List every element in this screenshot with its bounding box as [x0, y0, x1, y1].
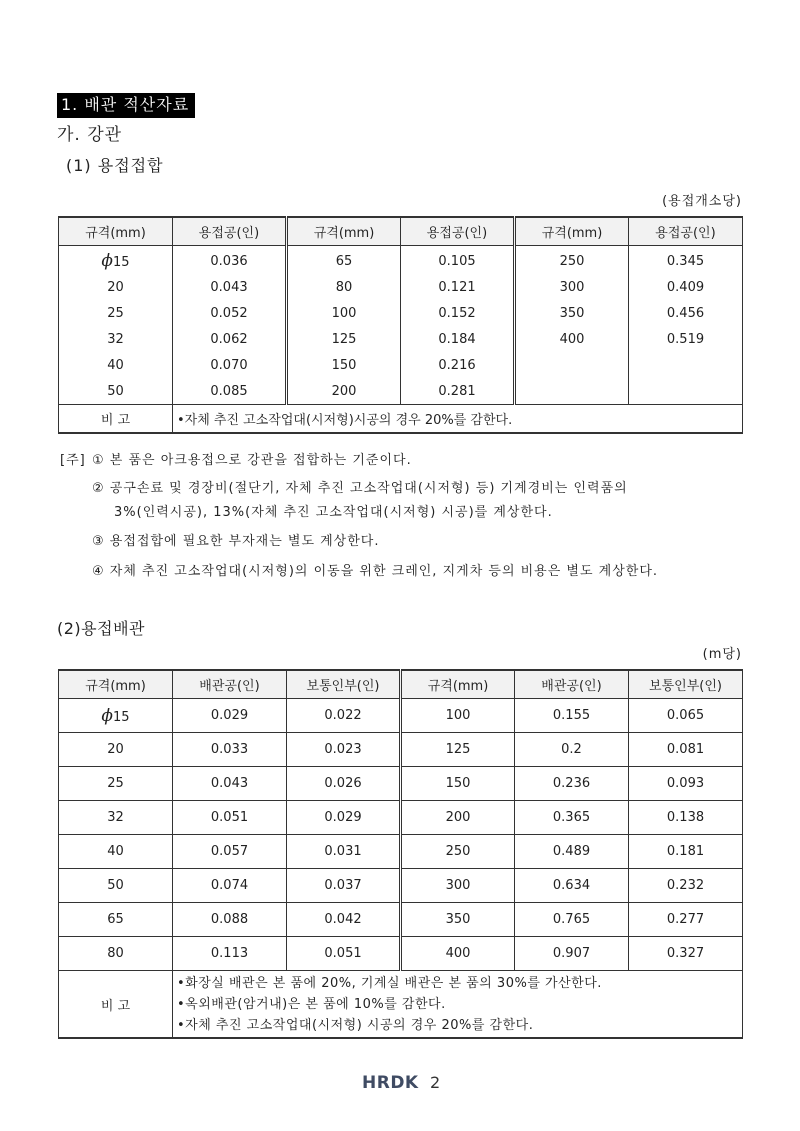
header-cell: 보통인부(인) [287, 670, 401, 699]
table-cell: 0.121 [401, 274, 515, 300]
table-cell: 0.409 [629, 274, 743, 300]
table-cell [629, 378, 743, 405]
table-cell: 0.051 [287, 937, 401, 971]
table-cell: 125 [287, 326, 401, 352]
table-header-row [59, 670, 743, 699]
table-cell: 20 [59, 733, 173, 767]
header-cell: 배관공(인) [515, 670, 629, 699]
welding-joint-table [58, 216, 743, 434]
table-cell: 250 [401, 835, 515, 869]
table-cell: 0.081 [629, 733, 743, 767]
header-cell: 용접공(인) [173, 217, 287, 246]
table-cell: 80 [287, 274, 401, 300]
table-cell: 25 [59, 300, 173, 326]
table-cell: 0.281 [401, 378, 515, 405]
table-row [59, 869, 743, 903]
page-number: 2 [430, 1073, 441, 1092]
table-cell: 0.022 [287, 699, 401, 733]
table-cell: 0.277 [629, 903, 743, 937]
header-cell: 규격(mm) [401, 670, 515, 699]
table-cell: 0.327 [629, 937, 743, 971]
table-cell [59, 246, 173, 275]
table-row [59, 699, 743, 733]
table-cell: 65 [287, 246, 401, 275]
table-cell: 25 [59, 767, 173, 801]
table-cell: 200 [401, 801, 515, 835]
table-cell: 0.216 [401, 352, 515, 378]
table-cell: 0.765 [515, 903, 629, 937]
table-cell: 0.052 [173, 300, 287, 326]
table-cell: 0.489 [515, 835, 629, 869]
table-cell: 0.519 [629, 326, 743, 352]
part2-title: (2)용접배관 [57, 619, 145, 638]
table-cell: 0.2 [515, 733, 629, 767]
table-cell: 400 [515, 326, 629, 352]
table-cell: 0.105 [401, 246, 515, 275]
header-cell: 보통인부(인) [629, 670, 743, 699]
table-cell: 125 [401, 733, 515, 767]
cell-value: 15 [113, 255, 130, 270]
table-row [59, 937, 743, 971]
table-row [59, 274, 743, 300]
subsection-title: 가. 강관 [57, 125, 123, 145]
table-row [59, 733, 743, 767]
table-cell: 20 [59, 274, 173, 300]
table-cell: 32 [59, 326, 173, 352]
table-row [59, 378, 743, 405]
table-cell: 400 [401, 937, 515, 971]
table-cell: 300 [515, 274, 629, 300]
table-cell: 0.138 [629, 801, 743, 835]
remark-row [59, 405, 743, 434]
notes-label: [주] [60, 453, 86, 468]
table-cell: 0.085 [173, 378, 287, 405]
remark-label: 비 고 [59, 971, 173, 1039]
table-cell: 0.062 [173, 326, 287, 352]
table-cell: 0.036 [173, 246, 287, 275]
table-cell [59, 699, 173, 733]
table-cell: 50 [59, 378, 173, 405]
table-cell [629, 352, 743, 378]
header-cell: 규격(mm) [287, 217, 401, 246]
table-cell: 0.029 [287, 801, 401, 835]
table-cell: 0.065 [629, 699, 743, 733]
header-cell: 용접공(인) [629, 217, 743, 246]
cell-value: 15 [113, 709, 130, 725]
table-cell: 40 [59, 835, 173, 869]
hrdk-logo: HRDK [362, 1073, 419, 1093]
phi-symbol: ϕ [101, 251, 114, 271]
table-cell: 0.155 [515, 699, 629, 733]
table-cell: 300 [401, 869, 515, 903]
table-row [59, 835, 743, 869]
table-header-row [59, 217, 743, 246]
header-cell: 배관공(인) [173, 670, 287, 699]
table-cell: 0.074 [173, 869, 287, 903]
table-cell: 0.088 [173, 903, 287, 937]
remark-text: •자체 추진 고소작업대(시저형) 시공의 경우 20%를 감한다. [177, 1017, 534, 1033]
table-cell: 0.031 [287, 835, 401, 869]
note-item: ② 공구손료 및 경장비(절단기, 자체 추진 고소작업대(시저형) 등) 기계경비는 인력품의 [92, 481, 628, 496]
table-cell: 0.043 [173, 767, 287, 801]
table-cell: 0.093 [629, 767, 743, 801]
table-row [59, 326, 743, 352]
table-row [59, 300, 743, 326]
note-item: ④ 자체 추진 고소작업대(시저형)의 이동을 위한 크레인, 지게차 등의 비용은 별도 계상한다. [92, 564, 659, 579]
part1-unit: (용접개소당) [662, 194, 742, 209]
part2-unit: (m당) [702, 647, 742, 662]
table-row [59, 352, 743, 378]
table-row [59, 903, 743, 937]
table-cell: 0.023 [287, 733, 401, 767]
table-cell: 32 [59, 801, 173, 835]
header-cell: 규격(mm) [59, 217, 173, 246]
table-cell: 0.026 [287, 767, 401, 801]
table-cell: 0.345 [629, 246, 743, 275]
table-cell: 40 [59, 352, 173, 378]
table-cell: 200 [287, 378, 401, 405]
phi-symbol: ϕ [101, 705, 114, 726]
table-cell: 0.634 [515, 869, 629, 903]
remark-row [59, 971, 743, 1039]
table-row [59, 767, 743, 801]
table-cell [515, 352, 629, 378]
table-cell: 0.152 [401, 300, 515, 326]
table-cell: 350 [515, 300, 629, 326]
table-cell: 0.113 [173, 937, 287, 971]
table-row [59, 801, 743, 835]
table-cell: 100 [401, 699, 515, 733]
remark-text: •옥외배관(암거내)은 본 품에 10%를 감한다. [177, 996, 446, 1012]
header-cell: 규격(mm) [515, 217, 629, 246]
table-cell: 0.029 [173, 699, 287, 733]
table-cell [515, 378, 629, 405]
table-cell: 0.037 [287, 869, 401, 903]
table-cell: 50 [59, 869, 173, 903]
remark-text: •화장실 배관은 본 품에 20%, 기계실 배관은 본 품의 30%를 가산한다. [177, 975, 602, 991]
part1-title: (1) 용접접합 [66, 156, 164, 175]
table-cell: 350 [401, 903, 515, 937]
table-cell: 0.033 [173, 733, 287, 767]
note-item: 3%(인력시공), 13%(자체 추진 고소작업대(시저형) 시공)를 계상한다. [114, 505, 553, 520]
remark-text: •자체 추진 고소작업대(시저형)시공의 경우 20%를 감한다. [173, 405, 743, 434]
remark-label: 비 고 [59, 405, 173, 434]
welding-piping-table [58, 669, 743, 1039]
table-cell: 150 [401, 767, 515, 801]
table-cell: 65 [59, 903, 173, 937]
table-cell: 0.070 [173, 352, 287, 378]
header-cell: 용접공(인) [401, 217, 515, 246]
table-cell: 0.051 [173, 801, 287, 835]
table-cell: 80 [59, 937, 173, 971]
table-cell: 0.365 [515, 801, 629, 835]
table-cell: 0.456 [629, 300, 743, 326]
table-cell: 0.232 [629, 869, 743, 903]
table-cell: 0.042 [287, 903, 401, 937]
remark-cell [173, 971, 743, 1039]
note-item: ① 본 품은 아크용접으로 강관을 접합하는 기준이다. [92, 453, 412, 468]
table-row [59, 246, 743, 275]
section-title: 1. 배관 적산자료 [57, 93, 195, 118]
table-cell: 0.043 [173, 274, 287, 300]
table-cell: 0.057 [173, 835, 287, 869]
table-cell: 100 [287, 300, 401, 326]
table-cell: 0.184 [401, 326, 515, 352]
table-cell: 250 [515, 246, 629, 275]
table-cell: 150 [287, 352, 401, 378]
table-cell: 0.907 [515, 937, 629, 971]
table-cell: 0.236 [515, 767, 629, 801]
table-cell: 0.181 [629, 835, 743, 869]
header-cell: 규격(mm) [59, 670, 173, 699]
note-item: ③ 용접접합에 필요한 부자재는 별도 계상한다. [92, 534, 380, 549]
